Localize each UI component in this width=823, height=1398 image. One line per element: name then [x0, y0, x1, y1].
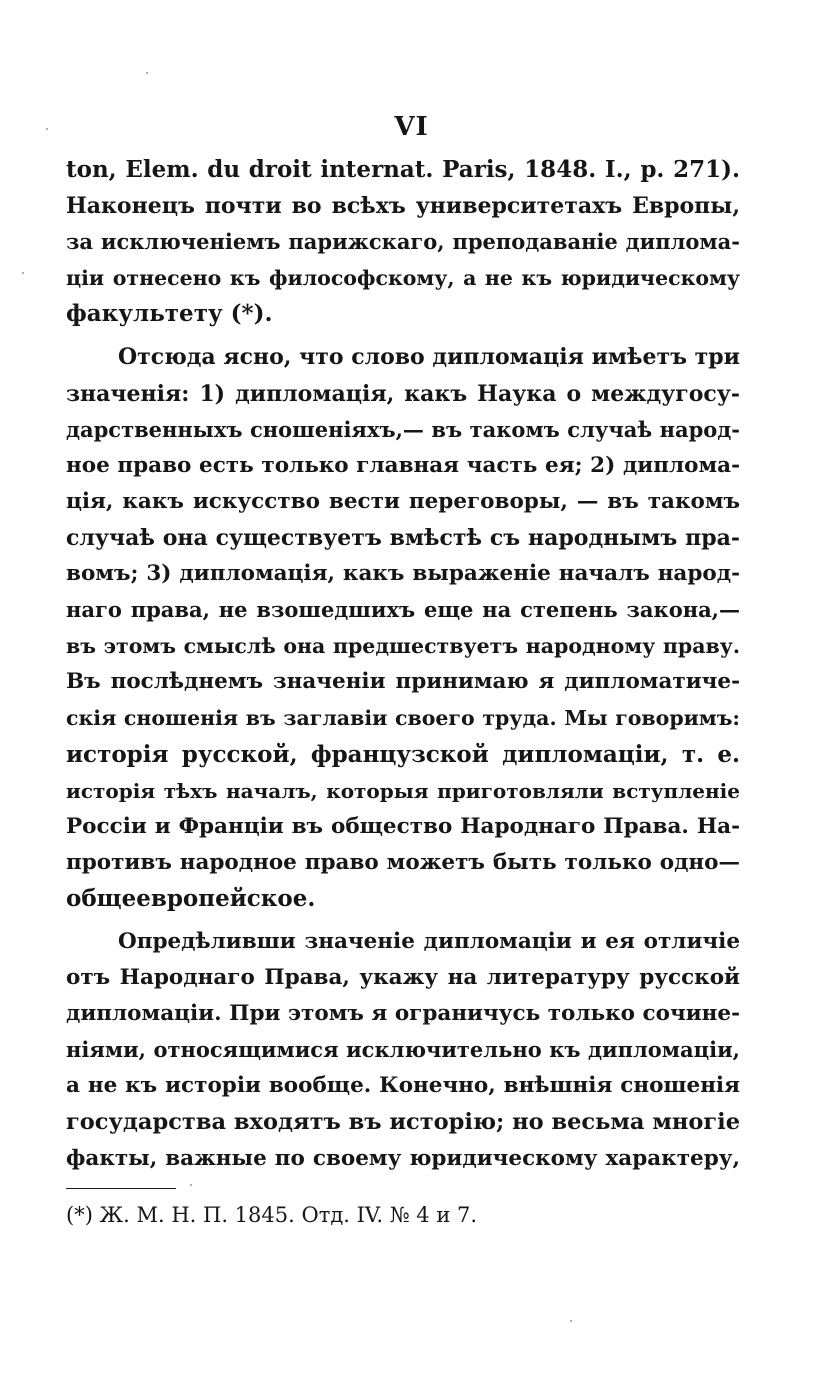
text-line: за исключеніемъ парижскаго, преподаваніе диплома-: [66, 229, 740, 255]
text-line: случаѣ она существуетъ вмѣстѣ съ народнымъ пра-: [66, 524, 740, 551]
text-line: дарственныхъ сношеніяхъ,— въ такомъ случаѣ народ-: [66, 416, 740, 442]
text-line: исторія русской, французской дипломаціи, т. е.: [66, 740, 740, 768]
text-line: ton, Elem. du droit internat. Paris, 1848. I., p. 271).: [66, 156, 740, 183]
text-line: Въ послѣднемъ значеніи принимаю я дипломатиче-: [66, 669, 740, 695]
text-line: ція, какъ искусство вести переговоры, — въ такомъ: [66, 488, 740, 514]
text-line: въ этомъ смыслѣ она предшествуетъ народному праву.: [66, 634, 740, 659]
text-line: ціи отнесено къ философскому, а не къ юридическому: [66, 266, 740, 291]
text-line: общеевропейское.: [66, 884, 316, 912]
text-line: вомъ; 3) дипломація, какъ выраженіе началъ народ-: [66, 561, 740, 587]
text-line: противъ народное право можетъ быть только одно—: [66, 849, 740, 875]
page-number: VI: [394, 112, 429, 142]
text-line: Наконецъ почти во всѣхъ университетахъ Европы,: [66, 193, 740, 220]
text-line: скія сношенія въ заглавіи своего труда. Мы говоримъ:: [66, 706, 740, 731]
paragraph-gap: [66, 332, 740, 339]
text-line: наго права, не взошедшихъ еще на степень закона,—: [66, 597, 740, 623]
text-line: значенія: 1) дипломація, какъ Наука о междугосу-: [66, 380, 740, 407]
scan-speck: [570, 1320, 572, 1322]
text-line: факты, важные по своему юридическому характеру,: [66, 1145, 740, 1171]
footnote: (*) Ж. М. Н. П. 1845. Отд. IV. № 4 и 7.: [66, 1203, 478, 1227]
text-line: ніями, относящимися исключительно къ дипломаціи,: [66, 1037, 740, 1063]
text-line: Опредѣливши значеніе дипломаціи и ея отличіе: [118, 928, 740, 954]
text-line: отъ Народнаго Права, укажу на литературу русской: [66, 965, 740, 991]
text-line: дипломаціи. При этомъ я ограничусь только сочине-: [66, 1001, 740, 1027]
scan-speck: [190, 1184, 192, 1186]
text-line: государства входятъ въ исторію; но весьма многіе: [66, 1109, 740, 1136]
paragraph-gap: [66, 917, 740, 924]
body-text: [66, 152, 740, 1177]
text-line: Россіи и Франціи въ общество Народнаго Права. На-: [66, 813, 740, 839]
text-line: а не къ исторіи вообще. Конечно, внѣшнія сношенія: [66, 1073, 740, 1099]
text-line: факультету (*).: [66, 300, 273, 328]
text-line: исторія тѣхъ началъ, которыя приготовляли вступленіе: [66, 778, 740, 803]
text-line: Отсюда ясно, что слово дипломація имѣетъ три: [118, 344, 740, 371]
text-line: ное право есть только главная часть ея; 2) диплома-: [66, 452, 740, 478]
scan-speck: [46, 128, 48, 130]
footnote-divider: [66, 1188, 176, 1189]
scan-speck: [146, 72, 148, 74]
scan-speck: [22, 272, 24, 274]
